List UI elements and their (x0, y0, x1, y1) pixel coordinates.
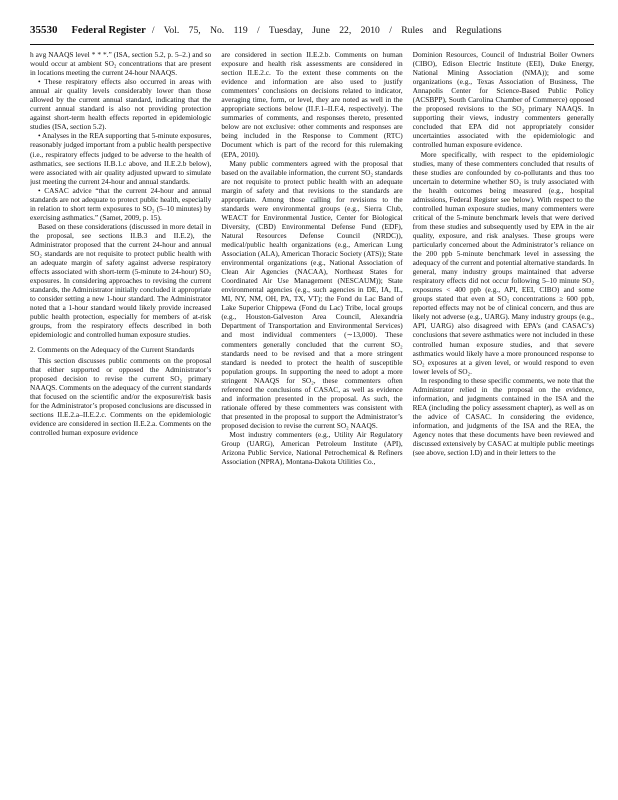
page-number: 35530 (30, 24, 58, 36)
paragraph: are considered in section II.E.2.b. Comments on human exposure and health risk assessments are considered in section II.E.2.c. To the extent these comments on the evidence and information are also used to justify commenters’ conclusions on decisions related to indicator, averaging time, form, or level, they are noted as well in the appropriate sections below (II.F.1–II.F.4, respectively). The summaries of comments, and responses thereto, presented below are not exclusive: other comments and responses are being included in the Response to Comment (RTC) Document which is part of the record for this rulemaking (EPA, 2010). (221, 50, 403, 159)
paragraph: Based on these considerations (discussed in more detail in the proposal, see sections II.B.3 and II.E.2), the Administrator proposed that the current 24-hour and annual SO₂ standards are not requisite to protect public health with an adequate margin of safety against adverse respiratory effects associated with short-term (5-minute to 24-hour) SO₂ exposures. In considering approaches to revising the current standards, the Administrator initially concluded it appropriate to consider setting a new 1-hour standard. The Administrator noted that a 1-hour standard would likely provide increased public health protection, especially for members of at-risk groups, from the respiratory effects described in both epidemiologic and controlled human exposure studies. (30, 221, 212, 340)
column-right (413, 50, 594, 790)
paragraph: More specifically, with respect to the epidemiologic studies, many of these commenters concluded that results of these studies are confounded by co-pollutants and thus too uncertain to determine whether SO₂ is truly associated with the health outcomes being measured (e.g., hospital admissions, Federal Register see below). With respect to the controlled human exposure studies, many commenters were critical of the 5-minute benchmark levels that were derived from these studies and subsequently used by EPA in the air quality, exposure, and risk analyses. These groups were particularly concerned about the Administrator’s reliance on the 200 ppb 5-minute benchmark level in assessing the adequacy of the current and potential alternative standards. In general, many industry groups maintained that adverse respiratory effects did not occur following 5–10 minute SO₂ exposures < 400 ppb (e.g., API, EEI, CIBO) and some groups stated that even at SO₂ concentrations ≥ 600 ppb, reported effects may not be of clinical concern, and thus are likely not adverse (e.g., UARG). Many industry groups (e.g., API, UARG) also disagreed with EPA’s (and CASAC’s) conclusions that severe asthmatics were not included in these controlled human exposure studies, and that severe asthmatics would likely have a more pronounced response to SO₂ exposures at a given level, or would respond to even lower levels of SO₂. (412, 149, 594, 376)
journal-name: Federal Register (71, 25, 146, 36)
running-header (30, 24, 594, 42)
paragraph: Dominion Resources, Council of Industrial Boiler Owners (CIBO), Edison Electric Institute (EEI), Duke Energy, National Mining Association (NMA)); and some organizations (e.g., Texas Association of Business, The Annapolis Center for Science-Based Public Policy (ACSBPP), South Carolina Chamber of Commerce) opposed the proposed revisions to the SO₂ primary NAAQS. In supporting their views, industry commenters generally concluded that EPA did not appropriately consider uncertainties associated with the epidemiologic and controlled human exposure evidence. (412, 50, 594, 150)
paragraph: • CASAC advice “that the current 24-hour and annual standards are not adequate to protect public health, especially in relation to short term exposures to SO₂ (5–10 minutes) by exercising asthmatics.” (Samet, 2009, p. 15). (30, 185, 212, 222)
paragraph: This section discusses public comments on the proposal that either supported or opposed the Administrator’s proposed decision to revise the current SO₂ primary NAAQS. Comments on the adequacy of the current standards that focused on the scientific and/or the exposure/risk basis for the Administrator’s proposed conclusions are discussed in sections II.E.2.a–II.E.2.c. Comments on the epidemiologic evidence are considered in section II.E.2.a. Comments on the controlled human exposure evidence (30, 355, 212, 437)
header-meta: / Vol. 75, No. 119 / Tuesday, June 22, 2010 / Rules and Regulations (151, 25, 502, 36)
column-middle (221, 50, 402, 790)
paragraph: • Analyses in the REA supporting that 5-minute exposures, reasonably judged important from a public health perspective (i.e., respiratory effects judged to be adverse to the health of asthmatics, see sections II.B.1.c above, and II.E.2.b below), were associated with air quality adjusted upward to simulate just meeting the current 24-hour and annual standards. (30, 131, 212, 186)
text-columns (30, 50, 594, 790)
paragraph: In responding to these specific comments, we note that the Administrator relied in the proposal on the evidence, information, and judgments contained in the ISA and the REA (including the policy assessment chapter), as well as on the advice of CASAC. In considering the evidence, information, and judgments of the ISA and the REA, the Agency notes that these documents have been reviewed and discussed extensively by CASAC at multiple public meetings (see above, section I.D) and in their letters to the (412, 375, 594, 458)
paragraph: h avg NAAQS level * * *.” (ISA, section 5.2, p. 5–2.) and so would occur at ambient SO₂ concentrations that are present in locations meeting the current 24-hour NAAQS. (30, 50, 212, 78)
paragraph: Many public commenters agreed with the proposal that based on the available information, the current SO₂ standards are not requisite to protect public health with an adequate margin of safety and that revisions to the standards are appropriate. Among those calling for revisions to the standards were environmental groups (e.g., Sierra Club, WEACT for Environmental Justice, Center for Biological Diversity, (CBD) Environmental Defense Fund (EDF), Natural Resources Defense Council (NRDC)), medical/public health organizations (e.g., American Lung Association (ALA), American Thoracic Society (ATS)); State environmental organizations (e.g., National Association of Clean Air Agencies (NACAA), Northeast States for Coordinated Air Use Management (NESCAUM)); State environmental agencies (e.g., such agencies in DE, IA, IL, MI, NY, NM, OH, PA, TX, VT); the Fond du Lac Band of Lake Superior Chippewa (Fond du Lac) Tribe, local groups (e.g., Houston-Galveston Area Council, Alexandria Department of Transportation and Environmental Services) and most individual commenters (∼13,000). These commenters generally concluded that the current SO₂ standards need to be revised and that a more stringent standard is needed to protect the health of susceptible population groups. In supporting the need to adopt a more stringent NAAQS for SO₂, these commenters often referenced the conclusions of CASAC, as well as evidence and information presented in the proposal. As such, the rationale offered by these commenters was consistent with that presented in the proposal to support the Administrator’s proposed decision to revise the current SO₂ NAAQS. (221, 158, 403, 430)
section-heading: 2. Comments on the Adequacy of the Current Standards (30, 344, 195, 354)
paragraph: Most industry commenters (e.g., Utility Air Regulatory Group (UARG), American Petroleum Institute (API), Arizona Public Service, National Petrochemical & Refiners Association (NPRA), Montana-Dakota Utilities Co., (221, 429, 403, 467)
column-left (30, 50, 211, 790)
header-rule (30, 44, 594, 45)
paragraph: • These respiratory effects also occurred in areas with annual air quality levels considerably lower than those allowed by the current annual standard, indicating that the current annual standard is also not providing protection against short-term health effects reported in epidemiologic studies (ISA, section 5.2). (30, 77, 212, 132)
